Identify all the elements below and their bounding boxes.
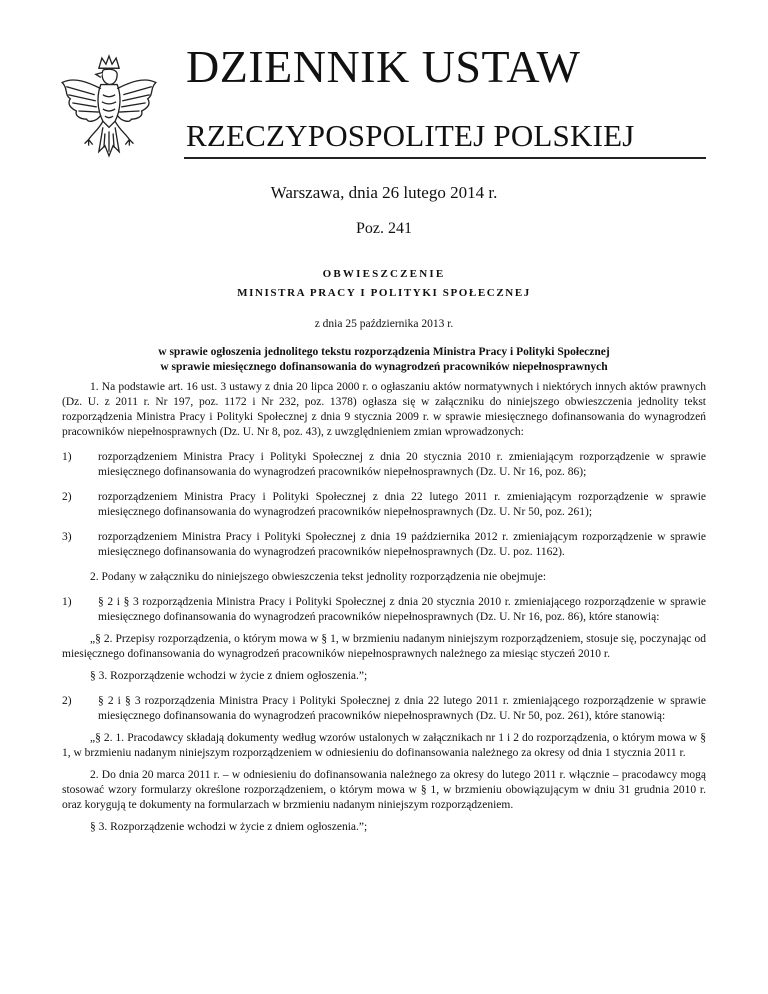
act-subject-line: w sprawie ogłoszenia jednolitego tekstu rozporządzenia Ministra Pracy i Polityki Społecznej xyxy=(158,346,610,358)
quoted-provision: „§ 2. Przepisy rozporządzenia, o którym mowa w § 1, w brzmieniu nadanym niniejszym rozporządzeniem, stosuje się, poczynając od miesięcznego dofinansowania do wynagrodzeń pracowników niepełnosprawnych należnego za miesiąc styczeń 2010 r. xyxy=(62,633,706,660)
gazette-subtitle: RZECZYPOSPOLITEJ POLSKIEJ xyxy=(186,118,635,153)
white-eagle-emblem-icon xyxy=(58,54,160,166)
list-item-number: 1) xyxy=(62,451,72,463)
list-item-text: rozporządzeniem Ministra Pracy i Polityki Społecznej z dnia 22 lutego 2011 r. zmieniającym rozporządzenie w sprawie miesięcznego dofinansowania do wynagrodzeń pracowników niepełnosprawnych (Dz. U. Nr 50, poz. 261); xyxy=(98,491,706,518)
list-item xyxy=(62,595,706,625)
quoted-provision: „§ 2. 1. Pracodawcy składają dokumenty według wzorów ustalonych w załącznikach nr 1 i 2 do rozporządzenia, o którym mowa w § 1, w brzmieniu nadanym niniejszym rozporządzeniem w odniesieniu do dofinansowania należnego za okresy od dnia 1 stycznia 2011 r. xyxy=(62,732,706,759)
list-item xyxy=(62,450,706,480)
list-item xyxy=(62,530,706,560)
list-item xyxy=(62,694,706,724)
list-item-number: 2) xyxy=(62,491,72,503)
section-1-intro: 1. Na podstawie art. 16 ust. 3 ustawy z dnia 20 lipca 2000 r. o ogłaszaniu aktów normatywnych i niektórych innych aktów prawnych (Dz. U. z 2011 r. Nr 197, poz. 1172 i Nr 232, poz. 1378) ogłasza się w załączniku do niniejszego obwieszczenia jednolity tekst rozporządzenia Ministra Pracy i Polityki Społecznej z dnia 9 stycznia 2009 r. w sprawie miesięcznego dofinansowania do wynagrodzeń pracowników niepełnosprawnych (Dz. U. Nr 8, poz. 43), z uwzględnieniem zmian wprowadzonych: xyxy=(62,381,706,438)
act-type: OBWIESZCZENIE xyxy=(322,268,446,280)
act-issued-date: z dnia 25 października 2013 r. xyxy=(314,318,454,330)
list-item-number: 3) xyxy=(62,531,72,543)
quoted-provision: § 3. Rozporządzenie wchodzi w życie z dniem ogłoszenia.”; xyxy=(90,821,368,833)
act-subject-line: w sprawie miesięcznego dofinansowania do wynagrodzeń pracowników niepełnosprawnych xyxy=(160,361,608,373)
section-2-intro: 2. Podany w załączniku do niniejszego obwieszczenia tekst jednolity rozporządzenia nie obejmuje: xyxy=(90,571,547,583)
quoted-provision: 2. Do dnia 20 marca 2011 r. – w odniesieniu do dofinansowania należnego za okresy do lutego 2011 r. włącznie – pracodawcy mogą stosować wzory formularzy określone rozporządzeniem, o którym mowa w § 1, w brzmieniu obowiązującym w dniu 31 grudnia 2010 r. oraz korygują te dokumenty na formularzach w brzmieniu nadanym niniejszym rozporządzeniem. xyxy=(62,769,706,811)
position-number: Poz. 241 xyxy=(356,220,412,237)
list-item-number: 2) xyxy=(62,695,72,707)
list-item-text: rozporządzeniem Ministra Pracy i Polityki Społecznej z dnia 19 października 2012 r. zmieniającym rozporządzenie w sprawie miesięcznego dofinansowania do wynagrodzeń pracowników niepełnosprawnych (Dz. U. poz. 1162). xyxy=(98,531,706,558)
list-item xyxy=(62,490,706,520)
act-subject xyxy=(62,345,706,375)
list-item-text: § 2 i § 3 rozporządzenia Ministra Pracy i Polityki Społecznej z dnia 22 lutego 2011 r. zmieniającego rozporządzenie w sprawie miesięcznego dofinansowania do wynagrodzeń pracowników niepełnosprawnych (Dz. U. Nr 50, poz. 261), które stanowią: xyxy=(98,695,706,722)
list-item-text: rozporządzeniem Ministra Pracy i Polityki Społecznej z dnia 20 stycznia 2010 r. zmieniającym rozporządzenie w sprawie miesięcznego dofinansowania do wynagrodzeń pracowników niepełnosprawnych (Dz. U. Nr 16, poz. 86); xyxy=(98,451,706,478)
list-item-number: 1) xyxy=(62,596,72,608)
gazette-title: DZIENNIK USTAW xyxy=(186,41,581,92)
list-item-text: § 2 i § 3 rozporządzenia Ministra Pracy i Polityki Społecznej z dnia 20 stycznia 2010 r. zmieniającego rozporządzenie w sprawie miesięcznego dofinansowania do wynagrodzeń pracowników niepełnosprawnych (Dz. U. Nr 16, poz. 86), które stanowią: xyxy=(98,596,706,623)
issue-date: Warszawa, dnia 26 lutego 2014 r. xyxy=(270,183,498,202)
masthead-divider xyxy=(184,157,706,159)
act-issuer: MINISTRA PRACY I POLITYKI SPOŁECZNEJ xyxy=(237,287,531,299)
act-body xyxy=(62,380,706,835)
quoted-provision: § 3. Rozporządzenie wchodzi w życie z dniem ogłoszenia.”; xyxy=(90,670,368,682)
